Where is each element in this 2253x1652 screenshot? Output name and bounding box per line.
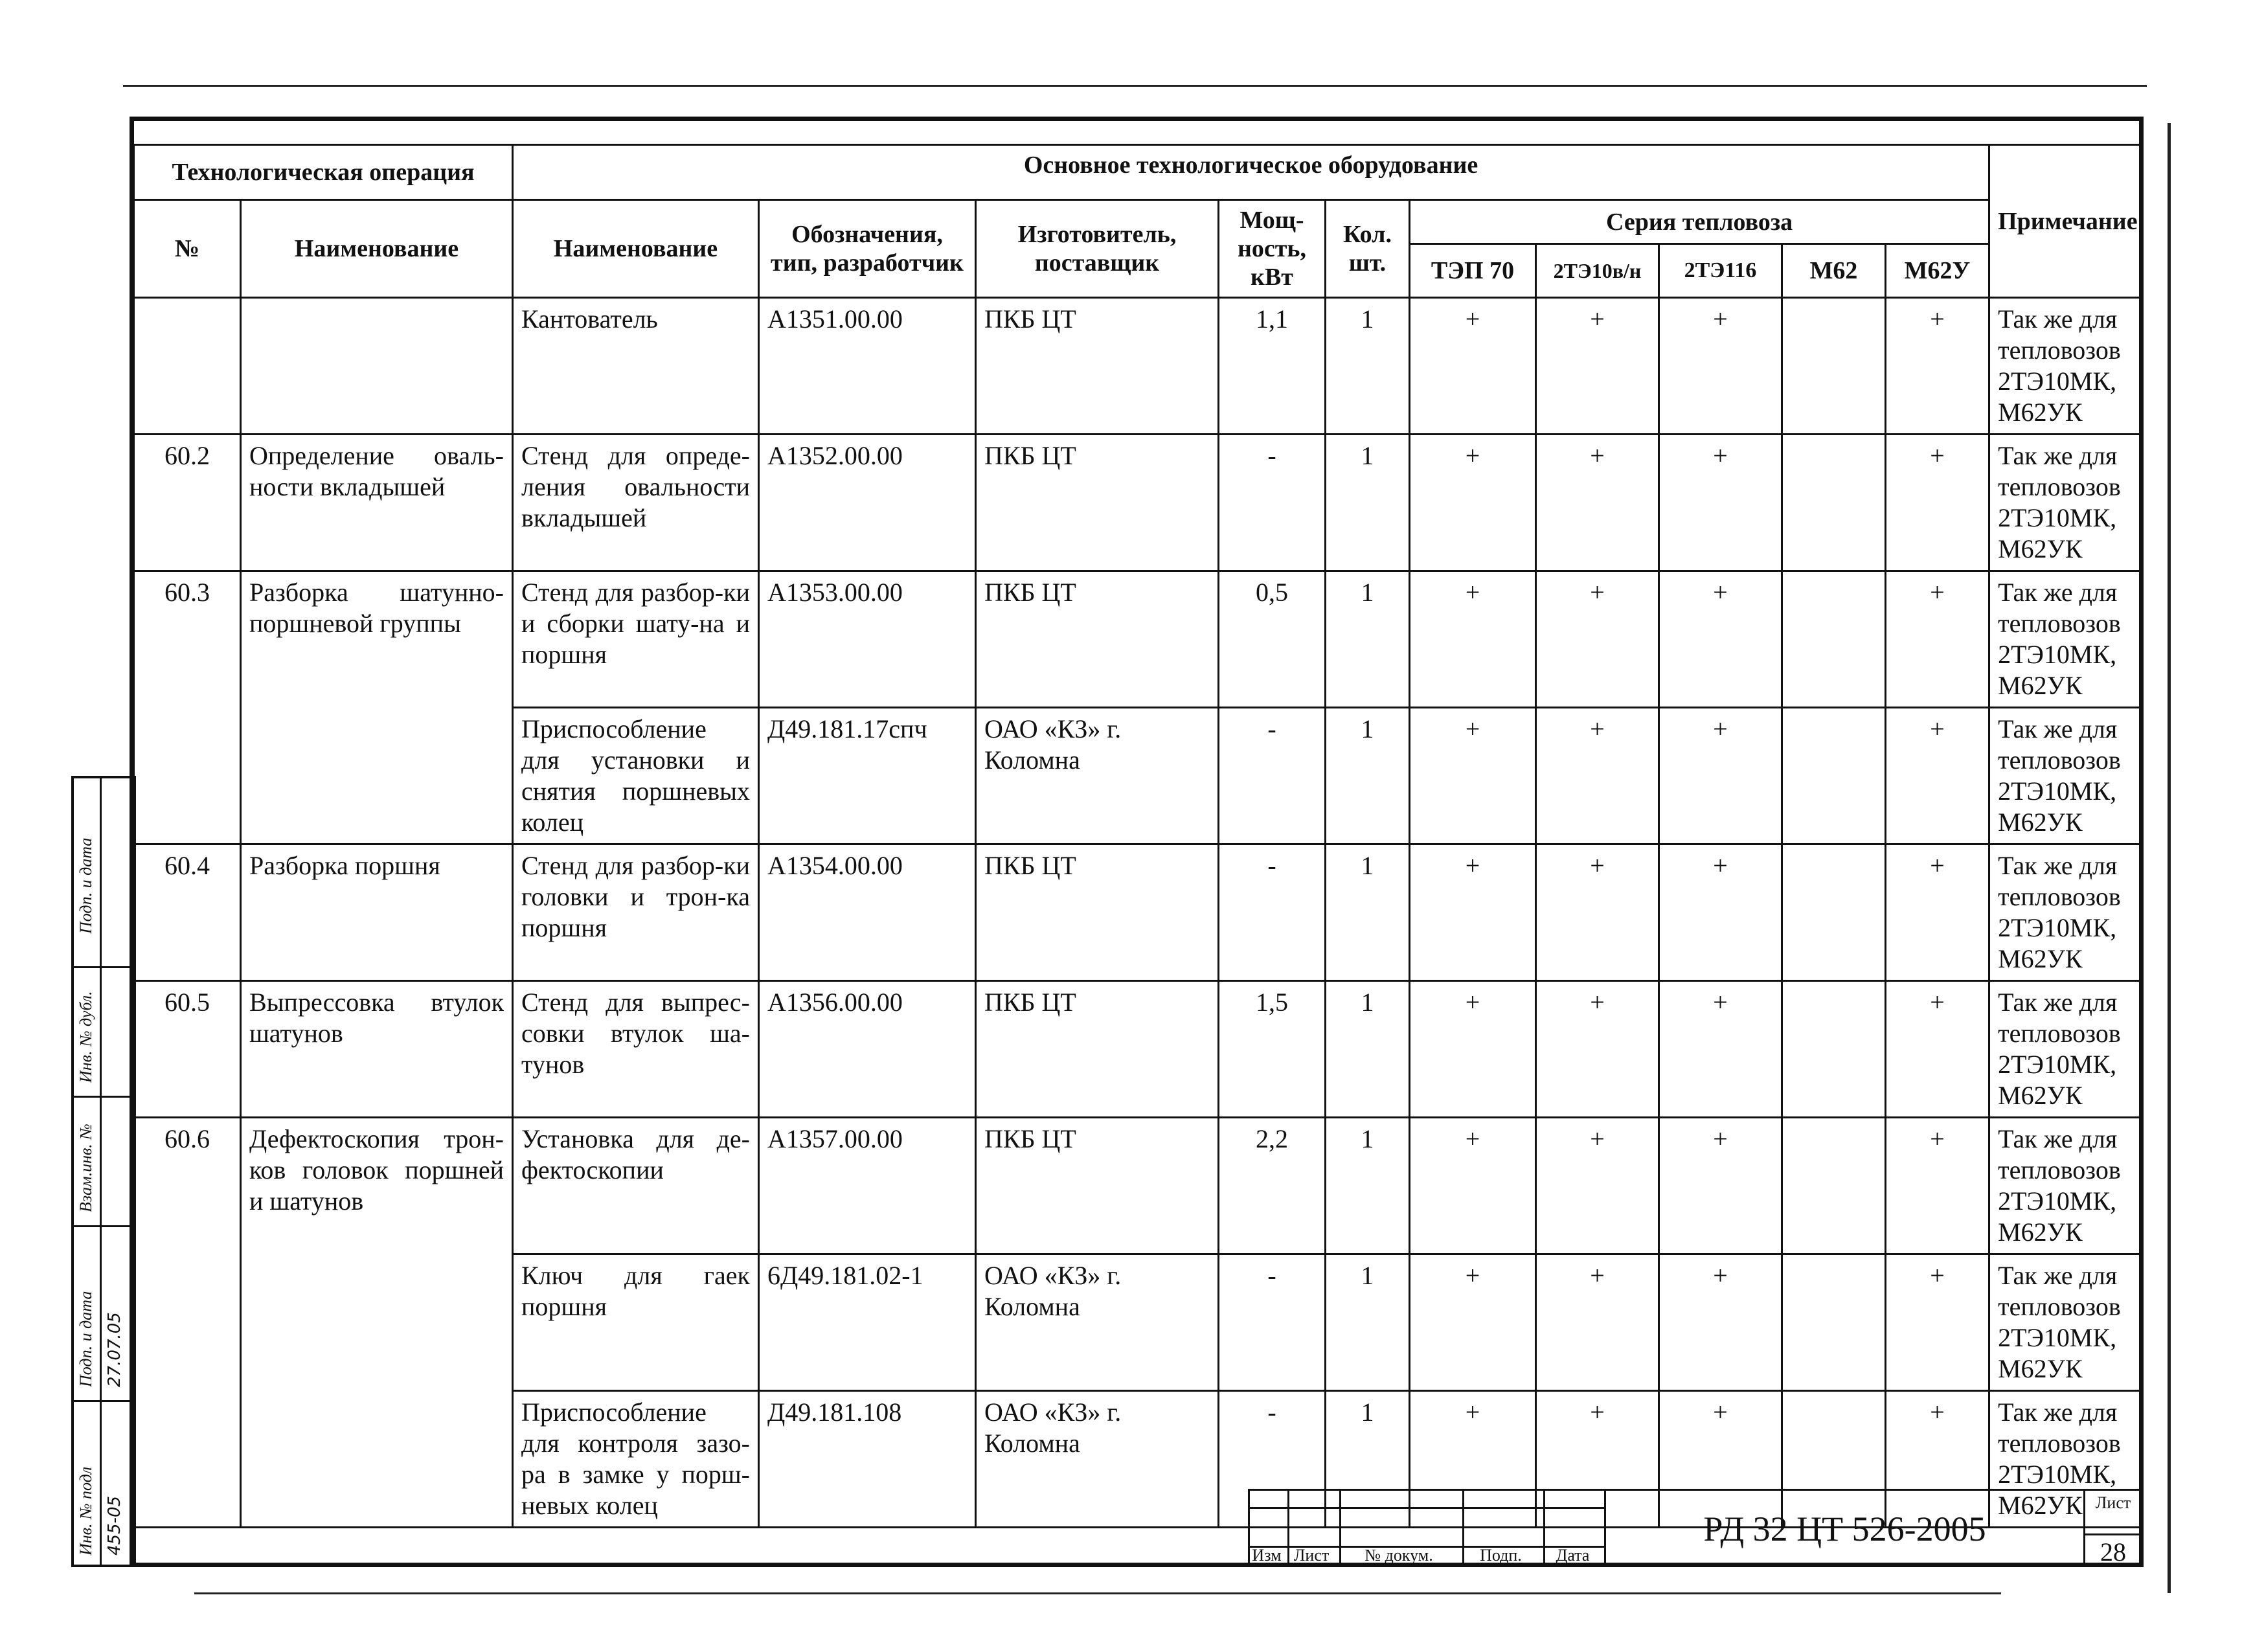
cell-s4: [1782, 571, 1886, 708]
table-row: [134, 298, 2142, 435]
cell-note: Так же для тепловозов 2ТЭ10МК, М62УК: [1989, 1118, 2142, 1254]
cell-mfr: ОАО «КЗ» г. Коломна: [976, 708, 1219, 844]
cell-des: А1352.00.00: [759, 435, 976, 571]
cell-s2: +: [1536, 1391, 1659, 1528]
cell-eq: Ключ для гаек поршня: [513, 1254, 759, 1391]
cell-s1: +: [1410, 708, 1536, 844]
cell-qty: 1: [1326, 981, 1410, 1118]
cell-des: А1356.00.00: [759, 981, 976, 1118]
cell-s2: +: [1536, 298, 1659, 435]
cell-qty: 1: [1326, 571, 1410, 708]
cell-s2: +: [1536, 708, 1659, 844]
cell-note: Так же для тепловозов 2ТЭ10МК, М62УК: [1989, 844, 2142, 981]
cell-qty: 1: [1326, 1391, 1410, 1528]
header-designation: Обозначения, тип, разработчик: [759, 200, 976, 298]
cell-mfr: ОАО «КЗ» г. Коломна: [976, 1391, 1219, 1528]
cell-pwr: -: [1219, 844, 1326, 981]
cell-s5: +: [1886, 298, 1989, 435]
cell-s3: +: [1659, 1254, 1782, 1391]
header-series: Серия тепловоза: [1410, 200, 1989, 244]
header-note: Примечание: [1989, 145, 2142, 298]
header-num: №: [134, 200, 241, 298]
table-row: [134, 981, 2142, 1118]
right-rule: [2168, 123, 2171, 1593]
cell-note: Так же для тепловозов 2ТЭ10МК, М62УК: [1989, 1254, 2142, 1391]
cell-num: 60.5: [134, 981, 241, 1118]
cell-qty: 1: [1326, 298, 1410, 435]
cell-s1: +: [1410, 435, 1536, 571]
tb-rule: [1250, 1526, 1604, 1528]
cell-s2: +: [1536, 1118, 1659, 1254]
header-manufacturer: Изготовитель, поставщик: [976, 200, 1219, 298]
cell-s4: [1782, 1118, 1886, 1254]
cell-qty: 1: [1326, 1118, 1410, 1254]
cell-s3: +: [1659, 435, 1782, 571]
side-handwritten-date: 27.07.05: [105, 1312, 124, 1387]
cell-s2: +: [1536, 571, 1659, 708]
top-rule: [123, 85, 2147, 87]
cell-note: Так же для тепловозов 2ТЭ10МК, М62УК: [1989, 981, 2142, 1118]
cell-s3: +: [1659, 298, 1782, 435]
cell-s5: +: [1886, 981, 1989, 1118]
table-row: [134, 844, 2142, 981]
cell-s5: +: [1886, 435, 1989, 571]
cell-qty: 1: [1326, 435, 1410, 571]
cell-s4: [1782, 435, 1886, 571]
bottom-rule: [194, 1592, 2001, 1594]
header-op-name: Наименование: [241, 200, 513, 298]
cell-mfr: ПКБ ЦТ: [976, 1118, 1219, 1254]
cell-eq: Приспособление для контроля зазо-ра в замке у порш-невых колец: [513, 1391, 759, 1528]
tb-label-doc-no: № докум.: [1364, 1546, 1433, 1565]
cell-mfr: ПКБ ЦТ: [976, 844, 1219, 981]
cell-s2: +: [1536, 435, 1659, 571]
equipment-table: [133, 144, 2143, 1528]
cell-op: [241, 298, 513, 435]
cell-s4: [1782, 708, 1886, 844]
cell-eq: Стенд для опреде-ления овальности вкладышей: [513, 435, 759, 571]
cell-s5: +: [1886, 708, 1989, 844]
sheet-number: 28: [2085, 1533, 2141, 1567]
header-tech-operation: Технологическая операция: [134, 145, 513, 200]
tb-label-izm: Изм: [1252, 1546, 1282, 1565]
header-series-m62: М62: [1782, 244, 1886, 298]
cell-s4: [1782, 298, 1886, 435]
cell-des: А1353.00.00: [759, 571, 976, 708]
table-row: [134, 435, 2142, 571]
side-stamp: [71, 776, 136, 1567]
cell-s1: +: [1410, 1254, 1536, 1391]
cell-s1: +: [1410, 1391, 1536, 1528]
cell-num: [134, 298, 241, 435]
sheet-box: [2083, 1489, 2141, 1567]
cell-des: А1357.00.00: [759, 1118, 976, 1254]
cell-s5: +: [1886, 1118, 1989, 1254]
sheet-label: Лист: [2095, 1493, 2131, 1512]
cell-pwr: 2,2: [1219, 1118, 1326, 1254]
cell-s4: [1782, 844, 1886, 981]
cell-des: Д49.181.17спч: [759, 708, 976, 844]
cell-eq: Стенд для выпрес-совки втулок ша-тунов: [513, 981, 759, 1118]
side-label-orig-inv: Инв. № подл: [76, 1466, 95, 1556]
cell-note: Так же для тепловозов 2ТЭ10МК, М62УК: [1989, 435, 2142, 571]
cell-s2: +: [1536, 844, 1659, 981]
cell-note: Так же для тепловозов 2ТЭ10МК, М62УК: [1989, 298, 2142, 435]
header-series-2te10: 2ТЭ10в/н: [1536, 244, 1659, 298]
side-divider: [74, 1400, 133, 1402]
cell-s4: [1782, 1254, 1886, 1391]
cell-qty: 1: [1326, 1254, 1410, 1391]
side-divider: [74, 1225, 133, 1227]
cell-s3: +: [1659, 981, 1782, 1118]
cell-op: Определение оваль-ности вкладышей: [241, 435, 513, 571]
tb-rule: [1250, 1507, 1604, 1509]
table-row: [134, 571, 2142, 708]
cell-des: 6Д49.181.02-1: [759, 1254, 976, 1391]
cell-s5: +: [1886, 844, 1989, 981]
cell-op: Дефектоскопия трон-ков головок поршней и шатунов: [241, 1118, 513, 1528]
cell-pwr: -: [1219, 1254, 1326, 1391]
cell-qty: 1: [1326, 708, 1410, 844]
side-divider: [74, 1096, 133, 1098]
cell-s1: +: [1410, 571, 1536, 708]
cell-des: Д49.181.108: [759, 1391, 976, 1528]
cell-s5: +: [1886, 1391, 1989, 1528]
cell-des: А1354.00.00: [759, 844, 976, 981]
title-block: [1248, 1489, 2141, 1567]
cell-mfr: ПКБ ЦТ: [976, 981, 1219, 1118]
tb-label-podp: Подп.: [1480, 1546, 1522, 1565]
cell-pwr: -: [1219, 1391, 1326, 1528]
cell-eq: Приспособление для установки и снятия поршневых колец: [513, 708, 759, 844]
cell-s1: +: [1410, 981, 1536, 1118]
cell-num: 60.3: [134, 571, 241, 844]
cell-pwr: 0,5: [1219, 571, 1326, 708]
cell-s3: +: [1659, 1118, 1782, 1254]
side-divider: [74, 966, 133, 968]
cell-des: А1351.00.00: [759, 298, 976, 435]
title-block-labels: [1248, 1546, 1604, 1567]
cell-eq: Стенд для разбор-ки и сборки шату-на и поршня: [513, 571, 759, 708]
cell-num: 60.4: [134, 844, 241, 981]
cell-mfr: ПКБ ЦТ: [976, 298, 1219, 435]
document-code: РД 32 ЦТ 526-2005: [1604, 1489, 2083, 1567]
cell-s4: [1782, 981, 1886, 1118]
cell-s3: +: [1659, 708, 1782, 844]
cell-pwr: 1,1: [1219, 298, 1326, 435]
header-series-2te116: 2ТЭ116: [1659, 244, 1782, 298]
cell-s3: +: [1659, 1391, 1782, 1528]
cell-s3: +: [1659, 571, 1782, 708]
cell-num: 60.2: [134, 435, 241, 571]
table-row: [134, 1118, 2142, 1254]
cell-note: Так же для тепловозов 2ТЭ10МК, М62УК: [1989, 571, 2142, 708]
side-label-sign-date-2: Подп. и дата: [76, 1291, 95, 1387]
header-qty: Кол. шт.: [1326, 200, 1410, 298]
cell-pwr: -: [1219, 708, 1326, 844]
cell-mfr: ПКБ ЦТ: [976, 435, 1219, 571]
cell-mfr: ОАО «КЗ» г. Коломна: [976, 1254, 1219, 1391]
cell-op: Разборка поршня: [241, 844, 513, 981]
cell-qty: 1: [1326, 844, 1410, 981]
header-series-m62u: М62У: [1886, 244, 1989, 298]
cell-s3: +: [1659, 844, 1782, 981]
cell-eq: Стенд для разбор-ки головки и трон-ка поршня: [513, 844, 759, 981]
header-eq-name: Наименование: [513, 200, 759, 298]
cell-eq: Кантователь: [513, 298, 759, 435]
cell-s5: +: [1886, 571, 1989, 708]
header-power: Мощ-ность, кВт: [1219, 200, 1326, 298]
cell-pwr: -: [1219, 435, 1326, 571]
cell-mfr: ПКБ ЦТ: [976, 571, 1219, 708]
cell-s1: +: [1410, 1118, 1536, 1254]
cell-s5: +: [1886, 1254, 1989, 1391]
cell-s1: +: [1410, 844, 1536, 981]
cell-s2: +: [1536, 1254, 1659, 1391]
side-label-sign-date: Подп. и дата: [76, 837, 95, 934]
side-label-dup-inv: Инв. № дубл.: [76, 991, 95, 1083]
cell-note: Так же для тепловозов 2ТЭ10МК, М62УК: [1989, 1391, 2142, 1528]
cell-op: Разборка шатунно-поршневой группы: [241, 571, 513, 844]
cell-num: 60.6: [134, 1118, 241, 1528]
cell-s2: +: [1536, 981, 1659, 1118]
side-handwritten-inv: 455-05: [105, 1495, 124, 1556]
cell-op: Выпрессовка втулок шатунов: [241, 981, 513, 1118]
header-main-equipment: Основное технологическое оборудование: [513, 145, 1989, 200]
cell-s1: +: [1410, 298, 1536, 435]
cell-note: Так же для тепловозов 2ТЭ10МК, М62УК: [1989, 708, 2142, 844]
cell-pwr: 1,5: [1219, 981, 1326, 1118]
side-label-replace-inv: Взам.инв. №: [76, 1124, 95, 1212]
tb-label-data: Дата: [1556, 1546, 1590, 1565]
tb-label-list: Лист: [1293, 1546, 1330, 1565]
header-series-tep70: ТЭП 70: [1410, 244, 1536, 298]
cell-eq: Установка для де-фектоскопии: [513, 1118, 759, 1254]
